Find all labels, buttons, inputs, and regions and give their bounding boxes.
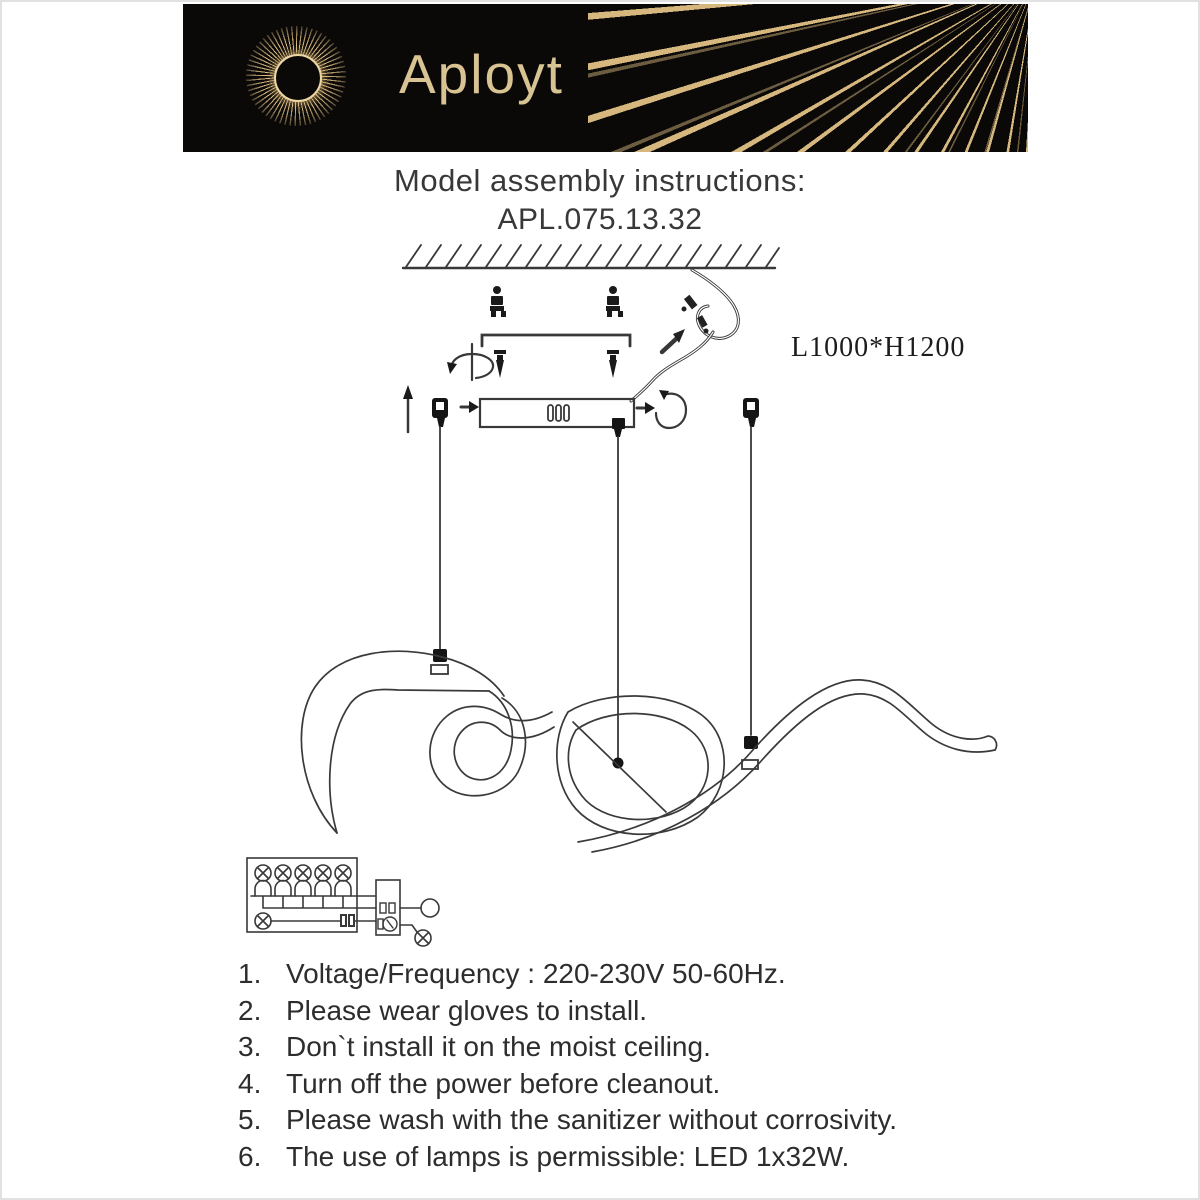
instructions-list [238,956,897,1176]
mounting-bracket [482,335,630,346]
wiring-diagram [247,858,439,946]
lamp-symbol-output [415,930,431,946]
instruction-text: Voltage/Frequency : 220-230V 50-60Hz. [286,958,786,989]
led-driver-box [376,880,400,935]
lamp-symbols-row [255,865,351,896]
instruction-text: Don`t install it on the moist ceiling. [286,1031,711,1063]
slide-arrow-right-icon [637,402,655,414]
anchor-screw-left-icon [490,286,506,317]
instruction-item [238,1029,897,1066]
instruction-number: 4. [238,1067,262,1099]
screw-left-icon [494,350,506,378]
rotate-arrow-left-icon [447,344,493,380]
rotate-arrow-right-icon [656,390,686,428]
instruction-number: 1. [238,958,262,989]
model-number: APL.075.13.32 [497,203,703,236]
direction-arrow-icon [662,329,685,352]
slide-arrow-left-icon [461,401,479,413]
instruction-text: Turn off the power before cleanout. [286,1067,721,1099]
instruction-item [238,1066,897,1103]
dimension-label: L1000*H1200 [791,332,966,363]
instruction-number: 2. [238,994,262,1026]
swirl-lamp-body [301,651,996,852]
cable-grip-right-icon [743,398,759,427]
wire-connector-left [431,649,448,674]
cable-connector-hardware [682,295,709,334]
instruction-number: 6. [238,1140,262,1172]
holder-circle [421,899,439,917]
canopy-wire-fitting [612,418,625,437]
page-title: Model assembly instructions: [394,163,806,198]
instruction-text: Please wear gloves to install. [286,994,648,1026]
instruction-text: The use of lamps is permissible: LED 1x32W. [286,1140,850,1172]
instruction-item [238,1139,897,1176]
up-arrow-icon [403,385,413,432]
instruction-item [238,1102,897,1139]
screw-right-icon [607,350,619,378]
lamp-symbol-bottom [255,913,376,929]
ceiling-canopy [480,399,634,437]
instruction-item [238,993,897,1030]
cable-grip-left-icon [432,398,448,427]
anchor-screw-right-icon [606,286,623,317]
instruction-text: Please wash with the sanitizer without corrosivity. [286,1104,898,1136]
power-cable [631,270,738,401]
instruction-item [238,956,897,993]
instruction-number: 5. [238,1104,262,1136]
brand-name: Aployt [399,43,564,105]
ceiling-hatch [403,245,779,268]
instruction-number: 3. [238,1031,262,1063]
